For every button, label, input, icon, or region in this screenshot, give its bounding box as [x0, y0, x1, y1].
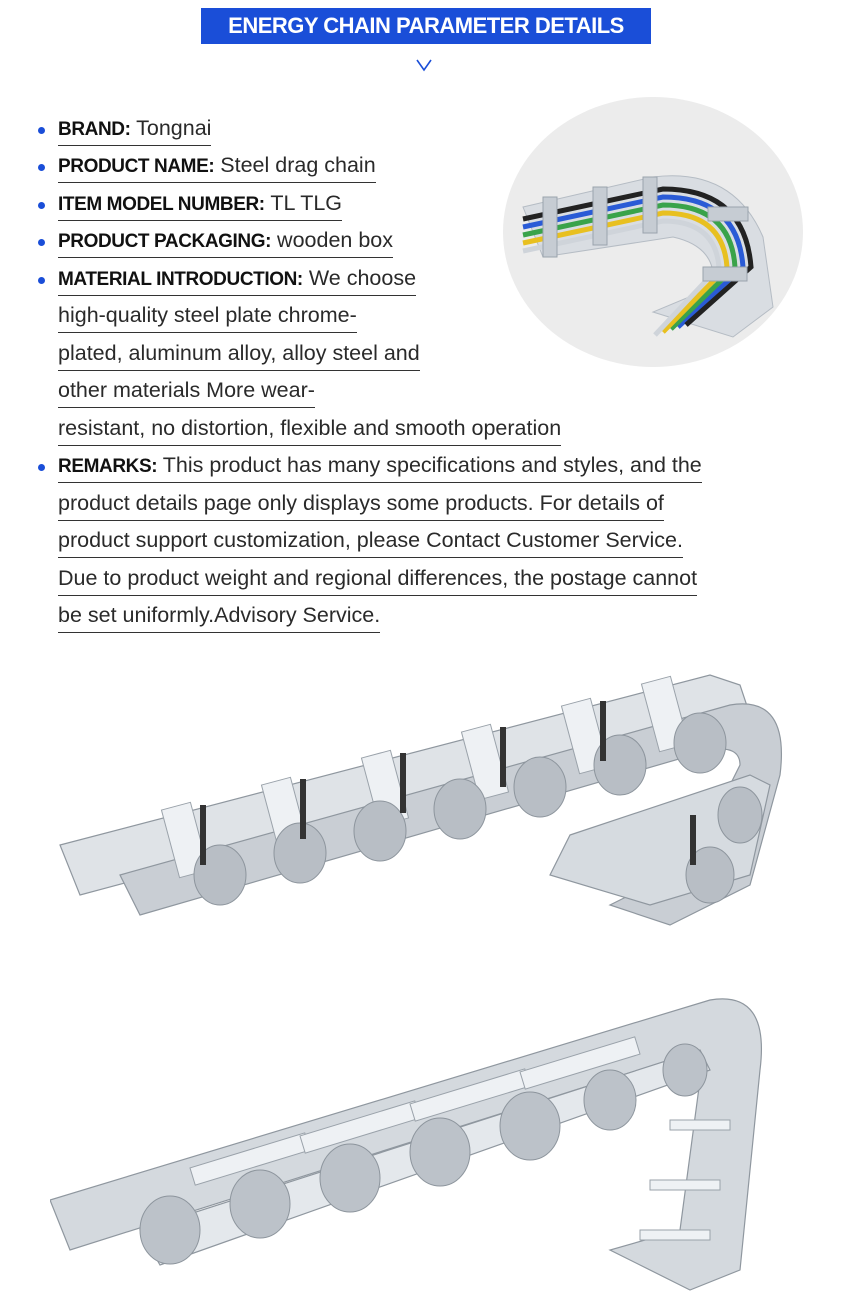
bullet-dot — [38, 164, 45, 171]
bullet-dot — [38, 127, 45, 134]
spec-model-value: TL TLG — [270, 190, 343, 215]
spec-packaging: PRODUCT PACKAGING: wooden box — [38, 221, 798, 259]
spec-remarks: REMARKS: This product has many specifications and styles, and the — [38, 446, 798, 484]
page-title-banner — [201, 8, 651, 44]
spec-packaging-value: wooden box — [277, 228, 393, 252]
spec-list — [38, 108, 798, 633]
spec-brand: BRAND: Tongnai — [38, 108, 798, 146]
bullet-dot — [38, 202, 45, 209]
spec-material: MATERIAL INTRODUCTION: We choose — [38, 258, 798, 296]
product-photo-chain-1 — [50, 655, 800, 945]
spec-remarks-line: Due to product weight and regional differences, the postage cannot — [38, 558, 798, 596]
spec-remarks-line: product support customization, please Contact Customer Service. — [38, 521, 798, 559]
spec-material-line: high-quality steel plate chrome- — [38, 296, 798, 334]
spec-material-line: other materials More wear- — [38, 371, 798, 409]
spec-material-line: plated, aluminum alloy, alloy steel and — [38, 333, 798, 371]
spec-remarks-line: product details page only displays some products. For details of — [38, 483, 798, 521]
bullet-dot — [38, 239, 45, 246]
chevron-down-icon — [414, 56, 434, 74]
spec-material-line: resistant, no distortion, flexible and smooth operation — [38, 408, 798, 446]
spec-remarks-line: be set uniformly.Advisory Service. — [38, 596, 798, 634]
spec-product-name-value: Steel drag chain — [220, 153, 376, 177]
bullet-dot — [38, 464, 45, 471]
spec-model: ITEM MODEL NUMBER: TL TLG — [38, 183, 798, 221]
spec-brand-value: Tongnai — [136, 115, 212, 140]
product-photo-chain-2 — [50, 990, 790, 1295]
bullet-dot — [38, 277, 45, 284]
page-title: ENERGY CHAIN PARAMETER DETAILS — [228, 13, 624, 38]
spec-product-name: PRODUCT NAME: Steel drag chain — [38, 146, 798, 184]
